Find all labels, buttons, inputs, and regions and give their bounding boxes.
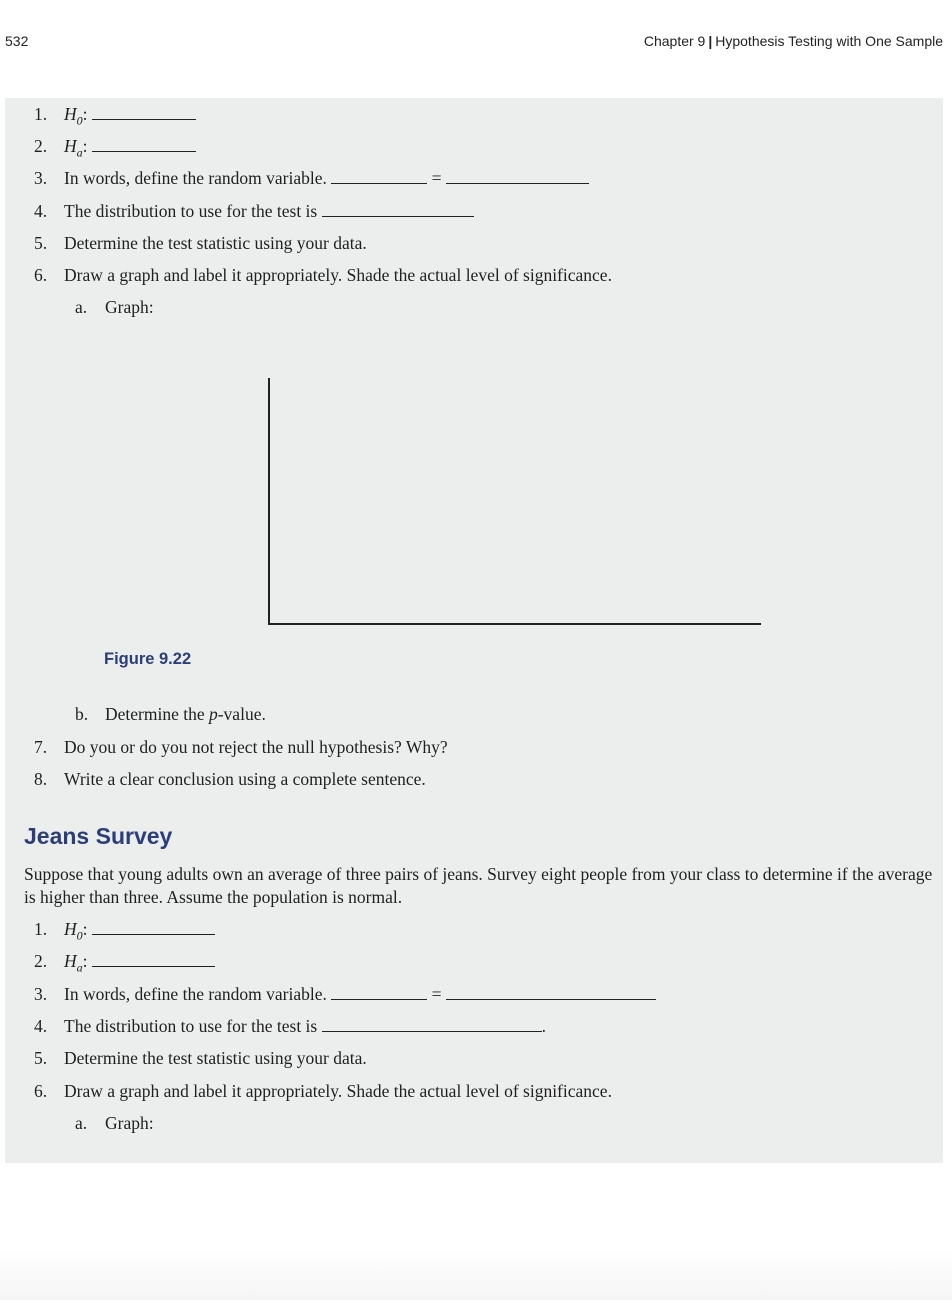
null-hypothesis-label: $H_0$ <box>64 919 83 943</box>
answer-blank <box>92 919 215 935</box>
list-item: 3. In words, define the random variable. = <box>34 167 589 189</box>
list-item: 7. Do you or do you not reject the null hypothesis? Why? <box>34 737 448 757</box>
blank-graph-axes <box>267 378 767 628</box>
page-bottom-shade <box>0 1250 952 1300</box>
alternative-hypothesis-label: $H_a$ <box>64 951 83 975</box>
list-item: 3. In words, define the random variable. = <box>34 983 656 1005</box>
list-item: 1. $H_0$: <box>34 918 215 947</box>
sub-item: a. Graph: <box>75 297 154 317</box>
list-item: 1. $H_0$: <box>34 103 196 132</box>
list-item: 2. $H_a$: <box>34 135 196 164</box>
figure-caption: Figure 9.22 <box>104 650 192 668</box>
list-item: 6. Draw a graph and label it appropriately. Shade the actual level of significance. <box>34 265 612 285</box>
answer-blank <box>92 104 196 120</box>
answer-blank <box>331 984 427 1000</box>
exercise-panel <box>5 98 943 1163</box>
answer-blank <box>92 951 215 967</box>
section-title: Jeans Survey <box>24 823 173 849</box>
answer-blank <box>92 136 196 152</box>
list-item: 5. Determine the test statistic using your data. <box>34 1048 367 1068</box>
list-item: 2. $H_a$: <box>34 950 215 979</box>
answer-blank <box>331 168 427 184</box>
header-separator: | <box>708 33 713 49</box>
alternative-hypothesis-label: $H_a$ <box>64 136 83 160</box>
sub-item: b. Determine the p-value. <box>75 704 266 724</box>
answer-blank <box>322 201 474 217</box>
null-hypothesis-label: $H_0$ <box>64 104 83 128</box>
answer-blank <box>322 1016 542 1032</box>
sub-item: a. Graph: <box>75 1113 154 1133</box>
list-item: 4. The distribution to use for the test is . <box>34 1016 546 1036</box>
page-number: 532 <box>5 33 29 49</box>
answer-blank <box>446 984 656 1000</box>
list-item: 5. Determine the test statistic using your data. <box>34 233 367 253</box>
answer-blank <box>446 168 589 184</box>
list-item: 6. Draw a graph and label it appropriately. Shade the actual level of significance. <box>34 1081 612 1101</box>
chapter-title: Hypothesis Testing with One Sample <box>715 33 943 49</box>
chapter-label: Chapter 9 <box>643 33 706 49</box>
list-item: 4. The distribution to use for the test is <box>34 200 474 222</box>
section-intro: Suppose that young adults own an average of three pairs of jeans. Survey eight people from your class to determine if the average is higher than three. Assume the population is normal. <box>24 864 933 907</box>
chapter-header <box>644 33 943 49</box>
list-item: 8. Write a clear conclusion using a complete sentence. <box>34 769 426 789</box>
